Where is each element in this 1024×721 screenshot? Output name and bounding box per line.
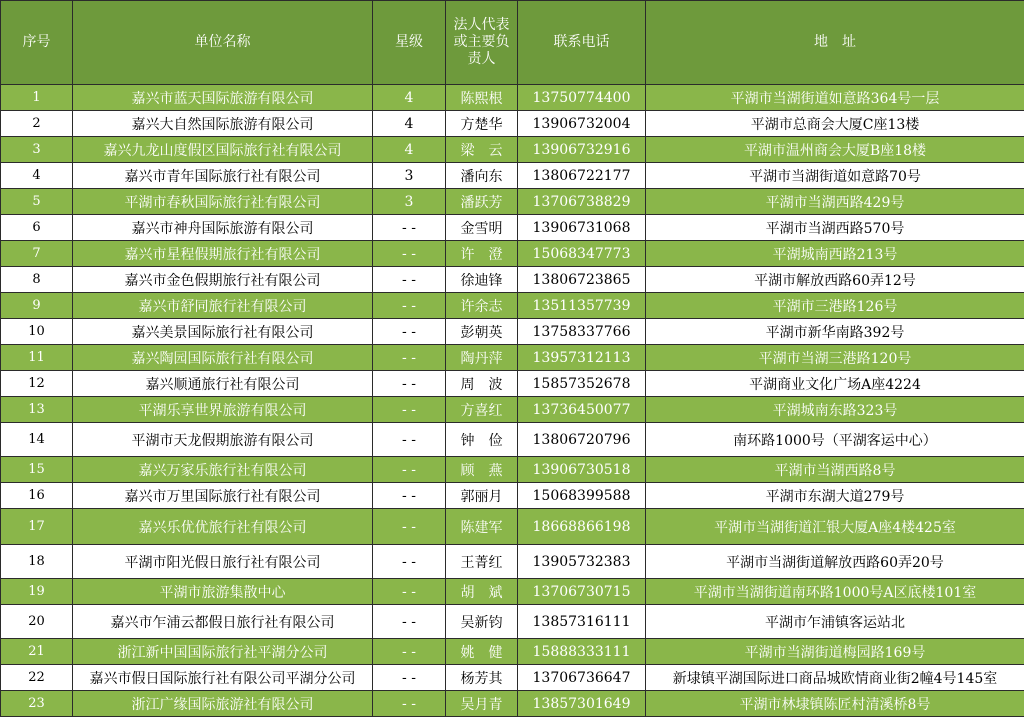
table-row	[1, 397, 1024, 423]
cell-phone: 13750774400	[518, 85, 646, 111]
cell-company-name: 嘉兴市星程假期旅行社有限公司	[73, 241, 373, 267]
cell-phone: 13857301649	[518, 691, 646, 717]
cell-index: 4	[1, 163, 73, 189]
cell-star-rating: - -	[373, 483, 446, 509]
table-row	[1, 579, 1024, 605]
cell-company-name: 浙江广缘国际旅游社有限公司	[73, 691, 373, 717]
cell-representative: 潘跃芳	[446, 189, 518, 215]
cell-star-rating: - -	[373, 509, 446, 545]
cell-star-rating: - -	[373, 605, 446, 639]
cell-star-rating: - -	[373, 545, 446, 579]
header-row	[1, 1, 1024, 85]
header-legal-representative: 法人代表或主要负责人	[446, 1, 518, 85]
cell-star-rating: 3	[373, 189, 446, 215]
cell-representative: 方喜红	[446, 397, 518, 423]
cell-representative: 彭朝英	[446, 319, 518, 345]
cell-company-name: 嘉兴陶园国际旅行社有限公司	[73, 345, 373, 371]
cell-company-name: 嘉兴乐优优旅行社有限公司	[73, 509, 373, 545]
cell-address: 平湖市当湖街道解放西路60弄20号	[646, 545, 1024, 579]
cell-star-rating: - -	[373, 241, 446, 267]
cell-company-name: 嘉兴顺通旅行社有限公司	[73, 371, 373, 397]
cell-index: 14	[1, 423, 73, 457]
cell-address: 平湖市当湖街道南环路1000号A区底楼101室	[646, 579, 1024, 605]
cell-company-name: 平湖市阳光假日旅行社有限公司	[73, 545, 373, 579]
cell-index: 1	[1, 85, 73, 111]
cell-company-name: 嘉兴市万里国际旅行社有限公司	[73, 483, 373, 509]
cell-phone: 13906730518	[518, 457, 646, 483]
cell-address: 平湖市当湖街道如意路364号一层	[646, 85, 1024, 111]
cell-address: 平湖市当湖西路8号	[646, 457, 1024, 483]
cell-address: 平湖市当湖街道汇银大厦A座4楼425室	[646, 509, 1024, 545]
cell-representative: 吴月青	[446, 691, 518, 717]
cell-company-name: 嘉兴大自然国际旅游有限公司	[73, 111, 373, 137]
cell-representative: 徐迪锋	[446, 267, 518, 293]
table-row	[1, 267, 1024, 293]
table-row	[1, 319, 1024, 345]
cell-star-rating: 4	[373, 85, 446, 111]
cell-index: 9	[1, 293, 73, 319]
cell-address: 平湖市当湖西路570号	[646, 215, 1024, 241]
cell-index: 19	[1, 579, 73, 605]
cell-star-rating: - -	[373, 215, 446, 241]
cell-company-name: 嘉兴美景国际旅行社有限公司	[73, 319, 373, 345]
table-row	[1, 457, 1024, 483]
cell-address: 平湖市温州商会大厦B座18楼	[646, 137, 1024, 163]
cell-phone: 13906731068	[518, 215, 646, 241]
cell-address: 南环路1000号（平湖客运中心）	[646, 423, 1024, 457]
cell-address: 平湖市林埭镇陈匠村清溪桥8号	[646, 691, 1024, 717]
table-row	[1, 483, 1024, 509]
table-row	[1, 241, 1024, 267]
cell-star-rating: - -	[373, 579, 446, 605]
cell-phone: 13758337766	[518, 319, 646, 345]
cell-index: 5	[1, 189, 73, 215]
table-row	[1, 423, 1024, 457]
table-row	[1, 509, 1024, 545]
cell-address: 平湖市解放西路60弄12号	[646, 267, 1024, 293]
cell-company-name: 浙江新中国国际旅行社平湖分公司	[73, 639, 373, 665]
cell-star-rating: - -	[373, 371, 446, 397]
cell-star-rating: - -	[373, 345, 446, 371]
table-row	[1, 189, 1024, 215]
table-row	[1, 605, 1024, 639]
cell-star-rating: - -	[373, 691, 446, 717]
cell-phone: 18668866198	[518, 509, 646, 545]
cell-address: 平湖市当湖街道如意路70号	[646, 163, 1024, 189]
cell-phone: 13957312113	[518, 345, 646, 371]
cell-star-rating: 3	[373, 163, 446, 189]
cell-company-name: 嘉兴市假日国际旅行社有限公司平湖分公司	[73, 665, 373, 691]
cell-company-name: 平湖乐享世界旅游有限公司	[73, 397, 373, 423]
cell-star-rating: - -	[373, 639, 446, 665]
cell-phone: 13857316111	[518, 605, 646, 639]
cell-star-rating: - -	[373, 423, 446, 457]
cell-address: 平湖城南东路323号	[646, 397, 1024, 423]
cell-address: 平湖市当湖街道梅园路169号	[646, 639, 1024, 665]
cell-index: 15	[1, 457, 73, 483]
cell-phone: 13906732004	[518, 111, 646, 137]
cell-star-rating: - -	[373, 457, 446, 483]
cell-index: 12	[1, 371, 73, 397]
table-row	[1, 691, 1024, 717]
cell-address: 平湖市三港路126号	[646, 293, 1024, 319]
cell-representative: 梁 云	[446, 137, 518, 163]
cell-representative: 胡 斌	[446, 579, 518, 605]
cell-representative: 王菁红	[446, 545, 518, 579]
cell-representative: 周 波	[446, 371, 518, 397]
cell-phone: 13806722177	[518, 163, 646, 189]
cell-representative: 钟 俭	[446, 423, 518, 457]
table-body	[1, 85, 1024, 717]
cell-index: 8	[1, 267, 73, 293]
cell-representative: 潘向东	[446, 163, 518, 189]
cell-representative: 吴新钧	[446, 605, 518, 639]
table-row	[1, 111, 1024, 137]
table-row	[1, 371, 1024, 397]
header-company-name: 单位名称	[73, 1, 373, 85]
cell-phone: 13905732383	[518, 545, 646, 579]
cell-representative: 顾 燕	[446, 457, 518, 483]
cell-index: 3	[1, 137, 73, 163]
cell-address: 新埭镇平湖国际进口商品城欧情商业街2幢4号145室	[646, 665, 1024, 691]
cell-company-name: 嘉兴万家乐旅行社有限公司	[73, 457, 373, 483]
cell-index: 11	[1, 345, 73, 371]
table-row	[1, 665, 1024, 691]
cell-phone: 13806723865	[518, 267, 646, 293]
cell-company-name: 平湖市春秋国际旅行社有限公司	[73, 189, 373, 215]
table-row	[1, 545, 1024, 579]
cell-index: 2	[1, 111, 73, 137]
cell-phone: 13706736647	[518, 665, 646, 691]
cell-star-rating: - -	[373, 293, 446, 319]
cell-company-name: 嘉兴市乍浦云都假日旅行社有限公司	[73, 605, 373, 639]
cell-star-rating: - -	[373, 319, 446, 345]
cell-index: 13	[1, 397, 73, 423]
table-row	[1, 215, 1024, 241]
cell-star-rating: - -	[373, 267, 446, 293]
cell-star-rating: 4	[373, 137, 446, 163]
header-address: 地 址	[646, 1, 1024, 85]
cell-company-name: 嘉兴市蓝天国际旅游有限公司	[73, 85, 373, 111]
cell-address: 平湖市当湖三港路120号	[646, 345, 1024, 371]
table-row	[1, 163, 1024, 189]
cell-index: 18	[1, 545, 73, 579]
cell-address: 平湖市东湖大道279号	[646, 483, 1024, 509]
cell-representative: 许 澄	[446, 241, 518, 267]
cell-index: 10	[1, 319, 73, 345]
cell-representative: 陶丹萍	[446, 345, 518, 371]
cell-address: 平湖商业文化广场A座4224	[646, 371, 1024, 397]
cell-star-rating: 4	[373, 111, 446, 137]
cell-star-rating: - -	[373, 665, 446, 691]
cell-phone: 13736450077	[518, 397, 646, 423]
cell-company-name: 嘉兴市舒同旅行社有限公司	[73, 293, 373, 319]
cell-address: 平湖城南西路213号	[646, 241, 1024, 267]
table-row	[1, 345, 1024, 371]
cell-company-name: 嘉兴市金色假期旅行社有限公司	[73, 267, 373, 293]
cell-phone: 15068347773	[518, 241, 646, 267]
cell-phone: 15888333111	[518, 639, 646, 665]
cell-index: 6	[1, 215, 73, 241]
table-row	[1, 137, 1024, 163]
cell-phone: 15068399588	[518, 483, 646, 509]
table-row	[1, 639, 1024, 665]
cell-phone: 13706730715	[518, 579, 646, 605]
cell-company-name: 嘉兴市神舟国际旅游有限公司	[73, 215, 373, 241]
cell-representative: 郭丽月	[446, 483, 518, 509]
cell-index: 23	[1, 691, 73, 717]
cell-index: 17	[1, 509, 73, 545]
cell-representative: 许余志	[446, 293, 518, 319]
cell-representative: 陈熙根	[446, 85, 518, 111]
cell-index: 7	[1, 241, 73, 267]
cell-index: 16	[1, 483, 73, 509]
header-phone: 联系电话	[518, 1, 646, 85]
cell-representative: 方楚华	[446, 111, 518, 137]
cell-phone: 15857352678	[518, 371, 646, 397]
table-row	[1, 293, 1024, 319]
cell-company-name: 平湖市旅游集散中心	[73, 579, 373, 605]
cell-index: 20	[1, 605, 73, 639]
cell-company-name: 嘉兴九龙山度假区国际旅行社有限公司	[73, 137, 373, 163]
cell-phone: 13806720796	[518, 423, 646, 457]
cell-phone: 13511357739	[518, 293, 646, 319]
cell-phone: 13906732916	[518, 137, 646, 163]
cell-address: 平湖市总商会大厦C座13楼	[646, 111, 1024, 137]
header-star-rating: 星级	[373, 1, 446, 85]
cell-company-name: 平湖市天龙假期旅游有限公司	[73, 423, 373, 457]
cell-phone: 13706738829	[518, 189, 646, 215]
cell-index: 21	[1, 639, 73, 665]
table-row	[1, 85, 1024, 111]
cell-representative: 杨芳其	[446, 665, 518, 691]
cell-company-name: 嘉兴市青年国际旅行社有限公司	[73, 163, 373, 189]
cell-address: 平湖市当湖西路429号	[646, 189, 1024, 215]
header-index: 序号	[1, 1, 73, 85]
cell-address: 平湖市新华南路392号	[646, 319, 1024, 345]
cell-representative: 陈建军	[446, 509, 518, 545]
cell-representative: 姚 健	[446, 639, 518, 665]
cell-star-rating: - -	[373, 397, 446, 423]
cell-representative: 金雪明	[446, 215, 518, 241]
cell-address: 平湖市乍浦镇客运站北	[646, 605, 1024, 639]
cell-index: 22	[1, 665, 73, 691]
